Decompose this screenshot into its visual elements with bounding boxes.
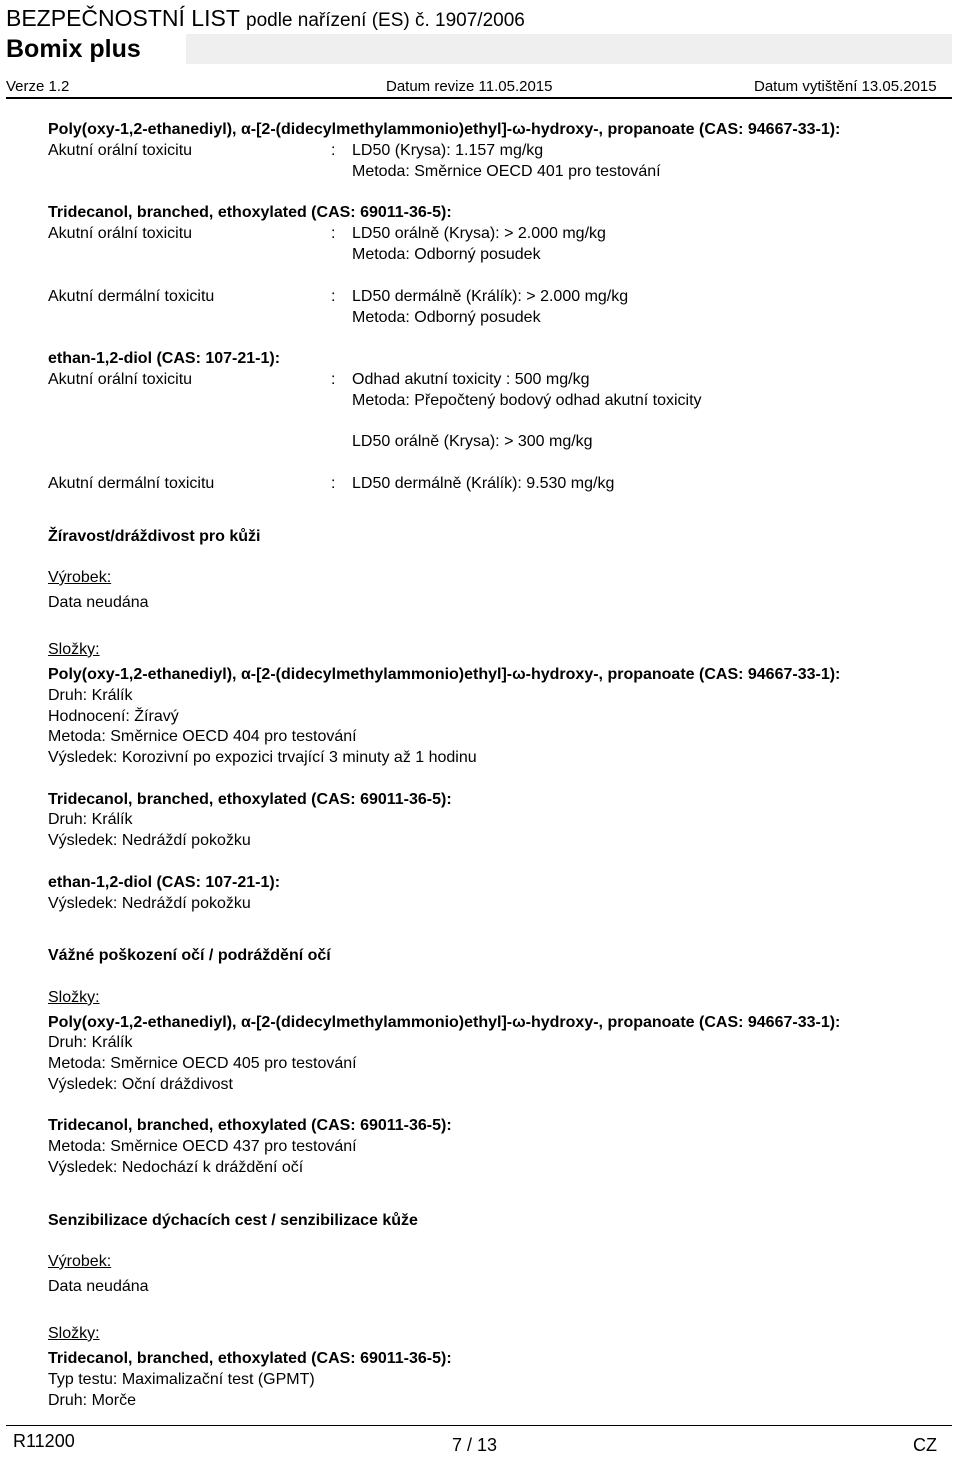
title-main: BEZPEČNOSTNÍ LIST [6,5,240,31]
section-heading: Senzibilizace dýchacích cest / senzibilizace kůže [48,1212,418,1229]
substance-heading: Poly(oxy-1,2-ethanediyl), α-[2-(didecylmethylammonio)ethyl]-ω-hydroxy-, propanoate (CAS: 94667-33-1): [48,121,841,138]
detail-line: Druh: Králík [48,687,133,704]
detail-line: Výsledek: Nedráždí pokožku [48,895,251,912]
components-label: Složky: [48,989,100,1006]
substance-heading: Tridecanol, branched, ethoxylated (CAS: 69011-36-5): [48,1350,452,1367]
row-value: Metoda: Směrnice OECD 401 pro testování [352,163,661,180]
row-value: Metoda: Odborný posudek [352,246,541,263]
detail-line: Druh: Králík [48,811,133,828]
detail-line: Výsledek: Korozivní po expozici trvající 3 minuty až 1 hodinu [48,749,477,766]
row-colon: : [331,225,336,242]
detail-line: Hodnocení: Žíravý [48,708,179,725]
row-label: Akutní orální toxicitu [48,371,193,388]
document-title [6,4,525,35]
components-label: Složky: [48,1325,100,1342]
substance-heading: ethan-1,2-diol (CAS: 107-21-1): [48,874,281,891]
print-date: Datum vytištění 13.05.2015 [754,78,937,95]
language-code: CZ [913,1435,937,1455]
row-value: LD50 dermálně (Králík): > 2.000 mg/kg [352,288,629,305]
detail-line: Typ testu: Maximalizační test (GPMT) [48,1371,315,1388]
detail-line: Druh: Králík [48,1034,133,1051]
row-label: Akutní dermální toxicitu [48,475,215,492]
row-value: Metoda: Přepočtený bodový odhad akutní toxicity [352,392,702,409]
row-value: LD50 orálně (Krysa): > 2.000 mg/kg [352,225,606,242]
version-label: Verze 1.2 [6,78,70,95]
product-label: Výrobek: [48,569,112,586]
page-number: 7 / 13 [452,1435,498,1455]
detail-line: Výsledek: Nedráždí pokožku [48,832,251,849]
detail-line: Výsledek: Oční dráždivost [48,1076,233,1093]
substance-heading: Poly(oxy-1,2-ethanediyl), α-[2-(didecylmethylammonio)ethyl]-ω-hydroxy-, propanoate (CAS: 94667-33-1): [48,666,841,683]
substance-heading: Poly(oxy-1,2-ethanediyl), α-[2-(didecylmethylammonio)ethyl]-ω-hydroxy-, propanoate (CAS: 94667-33-1): [48,1014,841,1031]
product-value: Data neudána [48,1278,149,1295]
product-name: Bomix plus [6,35,141,63]
substance-heading: Tridecanol, branched, ethoxylated (CAS: 69011-36-5): [48,791,452,808]
row-label: Akutní orální toxicitu [48,142,193,159]
section-heading: Žíravost/dráždivost pro kůži [48,528,261,545]
row-colon: : [331,288,336,305]
detail-line: Metoda: Směrnice OECD 437 pro testování [48,1138,357,1155]
section-heading: Vážné poškození očí / podráždění očí [48,947,331,964]
header-bar [186,34,952,64]
product-label: Výrobek: [48,1253,112,1270]
components-label: Složky: [48,641,100,658]
row-colon: : [331,371,336,388]
detail-line: Druh: Morče [48,1392,137,1409]
row-label: Akutní dermální toxicitu [48,288,215,305]
detail-line: Metoda: Směrnice OECD 404 pro testování [48,728,357,745]
row-value: Odhad akutní toxicity : 500 mg/kg [352,371,590,388]
row-colon: : [331,142,336,159]
document-code: R11200 [13,1431,75,1451]
row-value: Metoda: Odborný posudek [352,309,541,326]
substance-heading: Tridecanol, branched, ethoxylated (CAS: 69011-36-5): [48,204,452,221]
footer-divider [6,1425,952,1426]
substance-heading: ethan-1,2-diol (CAS: 107-21-1): [48,350,281,367]
substance-heading: Tridecanol, branched, ethoxylated (CAS: 69011-36-5): [48,1117,452,1134]
row-value: LD50 (Krysa): 1.157 mg/kg [352,142,544,159]
row-value: LD50 dermálně (Králík): 9.530 mg/kg [352,475,615,492]
title-regulation: podle nařízení (ES) č. 1907/2006 [246,10,525,31]
detail-line: Výsledek: Nedochází k dráždění očí [48,1159,304,1176]
row-label: Akutní orální toxicitu [48,225,193,242]
product-value: Data neudána [48,594,149,611]
revision-date: Datum revize 11.05.2015 [386,78,553,95]
row-value: LD50 orálně (Krysa): > 300 mg/kg [352,433,593,450]
detail-line: Metoda: Směrnice OECD 405 pro testování [48,1055,357,1072]
header-divider [6,97,952,99]
row-colon: : [331,475,336,492]
